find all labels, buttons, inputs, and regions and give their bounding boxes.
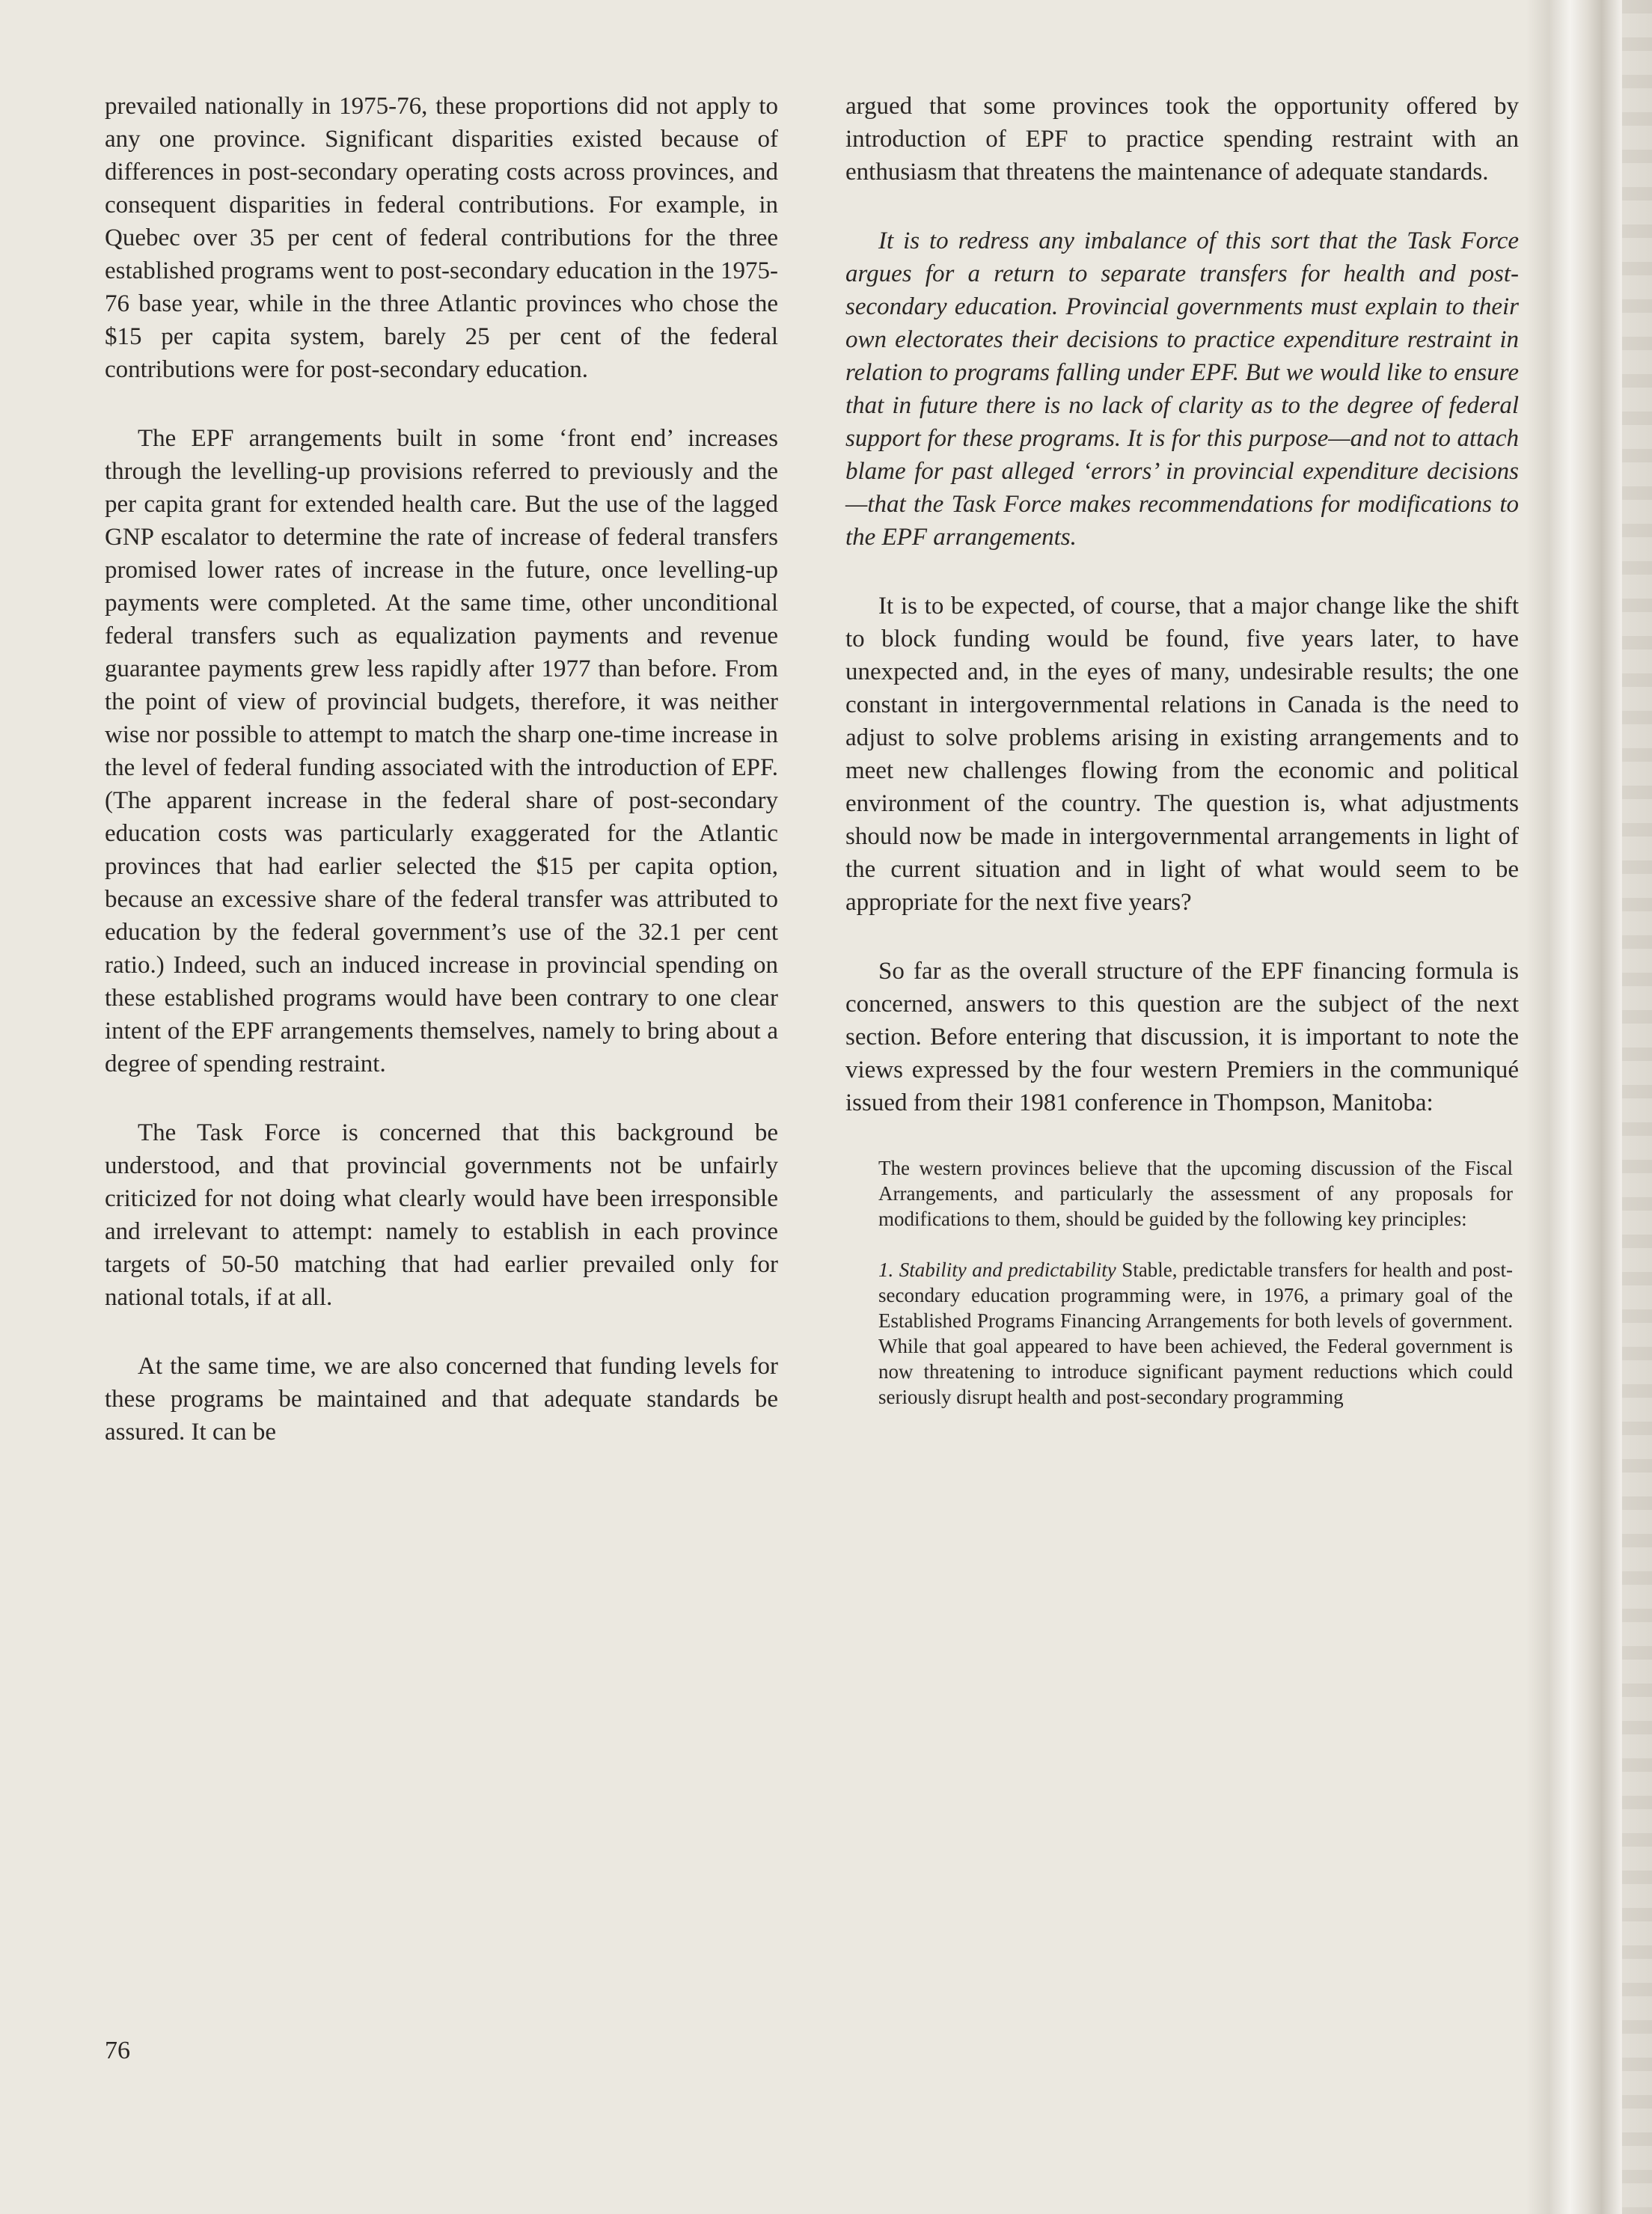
principle-label: 1. Stability and predictability <box>878 1259 1116 1281</box>
right-paragraph-1: argued that some provinces took the opportunity offered by introduction of EPF to practice spending restraint with an enthusiasm that threatens the maintenance of adequate standards. <box>845 93 1519 186</box>
right-paragraph-2-italic: It is to redress any imbalance of this sort that the Task Force argues for a return to separate transfers for health and post-secondary education. Provincial governments must explain to their own electorates their decisions to practice expenditure restraint in relation to programs falling under EPF. But we would like to ensure that in future there is no lack of clarity as to the degree of federal support for these programs. It is for this purpose—and not to attach blame for past alleged ‘errors’ in provincial expenditure decisions—that the Task Force makes recommendations for modifications to the EPF arrangements. <box>845 227 1519 551</box>
block-quote-intro: The western provinces believe that the upcoming discussion of the Fiscal Arrangements, and particularly the assessment of any proposals for modifications to them, should be guided by the following key principles: <box>878 1157 1513 1230</box>
right-column <box>845 90 1519 1435</box>
left-column <box>105 90 778 1484</box>
left-paragraph-2: The EPF arrangements built in some ‘front end’ increases through the levelling-up provisions referred to previously and the per capita grant for extended health care. But the use of the lagged GNP escalator to determine the rate of increase of federal transfers promised lower rates of increase in the future, once levelling-up payments were completed. At the same time, other unconditional federal transfers such as equalization payments and revenue guarantee payments grew less rapidly after 1977 than before. From the point of view of provincial budgets, therefore, it was neither wise nor possible to attempt to match the sharp one-time increase in the level of federal funding associated with the introduction of EPF. (The apparent increase in the federal share of post-secondary education costs was particularly exaggerated for the Atlantic provinces that had earlier selected the $15 per capita option, because an excessive share of the federal transfer was attributed to education by the federal government’s use of the 32.1 per cent ratio.) Indeed, such an induced increase in provincial spending on these established programs would have been contrary to one clear intent of the EPF arrangements themselves, namely to bring about a degree of spending restraint. <box>105 425 778 1077</box>
principle-text: Stable, predictable transfers for health and post-secondary education programming were, in 1976, a primary goal of the Established Programs Financing Arrangements for both levels of government. While that goal appeared to have been achieved, the Federal government is now threatening to introduce significant payment reductions which could seriously disrupt health and post-secondary programming <box>878 1259 1513 1408</box>
right-paragraph-4: So far as the overall structure of the EPF financing formula is concerned, answers to this question are the subject of the next section. Before entering that discussion, it is important to note the views expressed by the four western Premiers in the communiqué issued from their 1981 conference in Thompson, Manitoba: <box>845 958 1519 1116</box>
block-quote-principle-1 <box>878 1257 1513 1410</box>
left-paragraph-3: The Task Force is concerned that this background be understood, and that provincial governments not be unfairly criticized for not doing what clearly would have been irresponsible and irrelevant to attempt: namely to establish in each province targets of 50-50 matching that had earlier prevailed only for national totals, if at all. <box>105 1119 778 1311</box>
left-paragraph-4: At the same time, we are also concerned that funding levels for these programs be maintained and that adequate standards be assured. It can be <box>105 1353 778 1446</box>
facing-page-edge <box>1622 0 1652 2214</box>
right-paragraph-3: It is to be expected, of course, that a major change like the shift to block funding would be found, five years later, to have unexpected and, in the eyes of many, undesirable results; the one constant in intergovernmental relations in Canada is the need to adjust to solve problems arising in existing arrangements and to meet new challenges flowing from the economic and political environment of the country. The question is, what adjustments should now be made in intergovernmental arrangements in light of the current situation and in light of what would seem to be appropriate for the next five years? <box>845 593 1519 916</box>
left-paragraph-1: prevailed nationally in 1975-76, these proportions did not apply to any one province. Significant disparities existed because of differences in post-secondary operating costs across provinces, and consequent disparities in federal contributions. For example, in Quebec over 35 per cent of federal contributions for the three established programs went to post-secondary education in the 1975-76 base year, while in the three Atlantic provinces who chose the $15 per capita system, barely 25 per cent of the federal contributions were for post-secondary education. <box>105 93 778 383</box>
page-number: 76 <box>105 2037 130 2064</box>
